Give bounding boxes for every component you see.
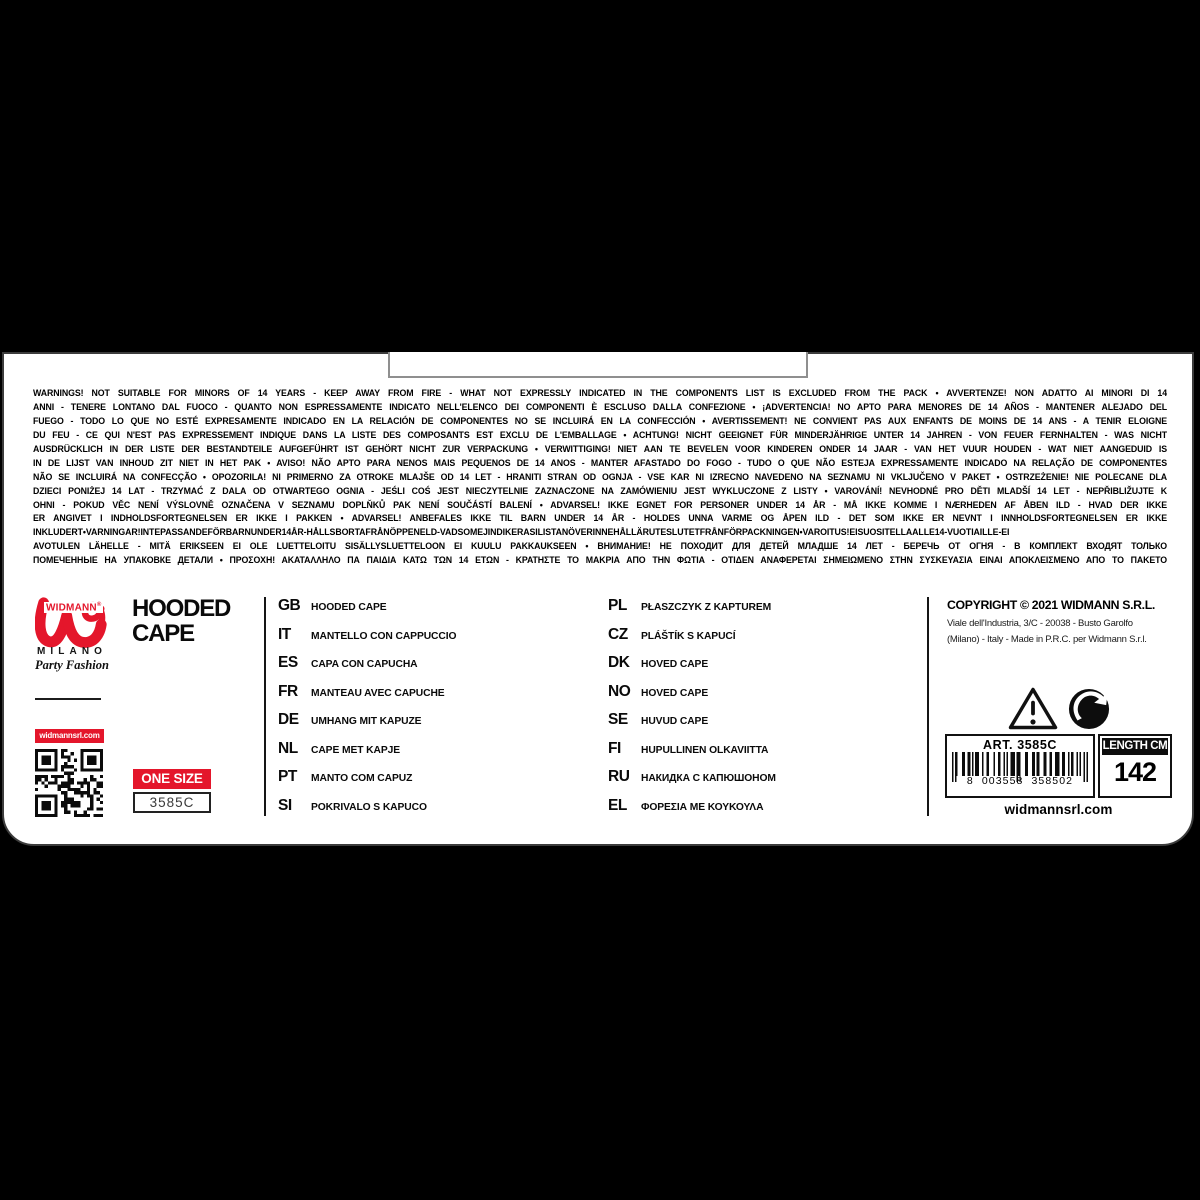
- language-label: ΦΟΡΕΣΙΑ ΜΕ ΚΟΥΚΟΥΛΑ: [641, 801, 764, 813]
- language-label: CAPE MET KAPJE: [311, 744, 400, 756]
- language-list-right: [608, 597, 918, 814]
- language-row: [608, 711, 918, 729]
- language-code: SI: [278, 796, 292, 814]
- language-code: IT: [278, 625, 291, 643]
- language-label: HUPULLINEN OLKAVIITTA: [641, 744, 769, 756]
- widmann-wordmark: [44, 602, 103, 613]
- language-label: MANTO COM CAPUZ: [311, 773, 413, 785]
- article-code-box: 3585C: [133, 792, 211, 813]
- language-row: [608, 739, 918, 757]
- language-label: MANTEAU AVEC CAPUCHE: [311, 687, 445, 699]
- warnings-line: DU FEU - CE QUI N'EST PAS EXPRESSEMENT INDIQUE DANS LA LISTE DES COMPOSANTS EST EXCLU DE L'EMBALLAGE • ACHTUNG! NICHT GEEIGNET FÜR MINDERJÄHRIGE UNTER 14 JAHREN - VON FEUER FERNHALTEN - WAS NICHT: [33, 429, 1167, 440]
- length-box: [1098, 734, 1172, 798]
- language-label: HUVUD CAPE: [641, 716, 709, 728]
- language-code: GB: [278, 597, 301, 614]
- column-divider-left: [264, 597, 266, 816]
- warnings-line: DZIECI PONIŻEJ 14 LAT - TRZYMAĆ Z DALA OD OTWARTEGO OGNIA - JEŚLI COŚ JEST NIECZYTELNIE ZAZNACZONE NA ZAMÓWIENIU JEST WYKLUCZONE Z LISTY • VAROVÁNÍ! NEVHODNÉ PRO DĚTI MLADŠÍ 14 LET - NEPŘIBLIŽUJTE K: [33, 485, 1167, 496]
- registered-trademark: ®: [96, 602, 102, 608]
- language-label: MANTELLO CON CAPPUCCIO: [311, 630, 457, 642]
- column-divider-right: [927, 597, 929, 816]
- one-size-badge: ONE SIZE: [133, 769, 211, 789]
- language-label: PLÁŠTÍK S KAPUCÍ: [641, 630, 736, 642]
- language-row: [608, 768, 918, 786]
- language-label: HOVED CAPE: [641, 687, 709, 699]
- language-list-left: [278, 597, 598, 814]
- language-row: [278, 654, 598, 672]
- length-header: LENGTH CM: [1102, 738, 1168, 755]
- language-code: NO: [608, 682, 631, 700]
- green-dot-recycling-icon: [1068, 688, 1110, 730]
- language-label: POKRIVALO S KAPUCO: [311, 801, 427, 813]
- warnings-block: [33, 387, 1167, 568]
- language-row: [278, 711, 598, 729]
- address-line-2: (Milano) - Italy - Made in P.R.C. per Widmann S.r.l.: [947, 633, 1147, 645]
- warnings-line: ПОМЕЧЕННЫЕ НА УПАКОВКЕ ДЕТАЛИ • ΠΡΟΣΟΧΗ! ΑΚΑΤΑΛΛΗΛΟ ΠΑ ΠΑΙΔΙΑ ΚΑΤΩ ΤΩΝ 14 ΕΤΩΝ - ΚΡΑΤΗΣΤΕ ΤΟ ΜΑΚΡΙΑ ΑΠΟ ΤΗΝ ΦΩΤΙΑ - ΟΤΙΔΕΝ ΑΝΑΦΕΡΕΤΑΙ ΣΗΜΕΙΩΜΕΝΟ ΣΤΗΝ ΣΥΣΚΕΥΑΣΙΑ ΕΙΝΑΙ ΑΠΟΚΛΕΙΣΜΕΝΟ ΑΠΟ ΤΟ ΠΑΚΕΤΟ: [33, 555, 1167, 566]
- brand-name: WIDMANN: [46, 602, 97, 614]
- language-row: [278, 739, 598, 757]
- brand-divider-line: [35, 698, 101, 700]
- warnings-line: ANNI - TENERE LONTANO DAL FUOCO - QUANTO NON ESPRESSAMENTE INDICATO NELL'ELENCO DEI COMPONENTI È ESCLUSO DALLA CONFEZIONE • ¡ADVERTENCIA! NO APTO PARA MENORES DE 14 AÑOS - MANTENER ALEJADO DEL: [33, 401, 1167, 412]
- language-code: FR: [278, 682, 298, 700]
- compliance-symbols: [1007, 686, 1110, 731]
- warnings-line: AVOTULEN LÄHELLE - MITÄ ERIKSEEN EI OLE LUETTELOITU SISÄLLYSLUETTELOON EI KUULU PAKKAUKSEEN • ВНИМАНИЕ! НЕ ПОХОДИТ ДЛЯ ДЕТЕЙ МЛАДШЕ 14 ЛЕТ - БЕРЕЧЬ ОТ ОГНЯ - В КОМПЛЕКТ ВХОДЯТ ТОЛЬКО: [33, 541, 1167, 552]
- warnings-line: ER ANGIVET I INDHOLDSFORTEGNELSEN ER IKKE I PAKKEN • ADVARSEL! ANBEFALES IKKE TIL BARN UNDER 14 ÅR - HOLDES UNNA VARME OG ÅPEN ILD - DET SOM IKKE ER NEVNT I INNHOLDSFORTEGNELSEN ER IKKE: [33, 513, 1167, 524]
- manufacturer-address: [947, 616, 1175, 647]
- warnings-line: OHNI - POKUD VĚC NENÍ VÝSLOVNĚ OZNAČENA V SEZNAMU DOPLŇKŮ PAK NENÍ SOUČÁSTÍ BALENÍ • ADVARSEL! IKKE EGNET FOR PERSONER UNDER 14 ÅR - MÅ IKKE KOMME I NÆRHEDEN AF ÅBEN ILD - HVAD DER IKKE: [33, 499, 1167, 510]
- language-label: CAPA CON CAPUCHA: [311, 659, 418, 671]
- language-label: HOODED CAPE: [311, 602, 387, 613]
- barcode-digits: 8 003558 358502: [966, 775, 1074, 787]
- product-title: [132, 596, 230, 646]
- language-row: [278, 597, 598, 614]
- language-row: [608, 654, 918, 672]
- warnings-line: AUSDRÜCKLICH IN DER LISTE DER BESTANDTEILE AUFGEFÜHRT IST GEHÖRT NICHT ZUR VERPACKUNG • VERWITTIGING! NIET AAN TE BEVELEN VOOR KINDEREN ONDER 14 JAAR - VAN HET VUUR HOUDEN - WAT NIET AANGEDUID IS: [33, 443, 1167, 454]
- language-row: [278, 625, 598, 643]
- language-row: [608, 682, 918, 700]
- language-code: NL: [278, 739, 298, 757]
- warnings-line: IN DE LIJST VAN INHOUD ZIT NIET IN HET PAK • AVISO! NÃO APTO PARA NENOS MAIS PEQUENOS DE 14 ANOS - MANTER AFASTADO DO FOGO - TUDO O QUE NÃO ESTEJA EXPRESSAMENTE INDICADO NA RELAÇÃO DE COMPONENTES: [33, 457, 1167, 468]
- language-code: SE: [608, 711, 628, 729]
- address-line-1: Viale dell'Industria, 3/C - 20038 - Busto Garolfo: [947, 618, 1133, 629]
- language-code: EL: [608, 796, 627, 814]
- language-code: FI: [608, 739, 621, 757]
- warnings-line: NÃO SE INCLUIRÁ NA CONFECÇÃO • OPOZORILA! NI PRIMERNO ZA OTROKE MLAJŠE OD 14 LET - HRANITI STRAN OD OGNJA - VSE KAR NI IZRECNO NAVEDENO NA SEZNAMU NI VKLJUČENO V PAKET • OSTRZEŻENIE! NIE POLECANE DLA: [33, 471, 1167, 482]
- copyright-text: COPYRIGHT © 2021 WIDMANN S.R.L.: [947, 598, 1155, 612]
- language-row: [608, 796, 918, 814]
- hang-tab-window: [388, 352, 808, 378]
- language-code: DK: [608, 654, 630, 672]
- language-row: [608, 625, 918, 643]
- barcode-box: [945, 734, 1095, 798]
- language-code: DE: [278, 711, 299, 729]
- website-url: widmannsrl.com: [1004, 802, 1113, 817]
- warnings-line: FUEGO - TODO LO QUE NO ESTÉ EXPRESAMENTE INDICADO EN LA RELACIÓN DE COMPONENTES NO SE INCLUIRÁ EN LA CONFECCIÓN • AVERTISSEMENT! NE CONVIENT PAS AUX ENFANTS DE MOINS DE 14 ANS - A TENIR ELOIGNE: [33, 415, 1167, 426]
- language-code: RU: [608, 768, 630, 786]
- milano-text: MILANO: [37, 646, 108, 657]
- language-code: CZ: [608, 625, 628, 643]
- language-label: PŁASZCZYK Z KAPTUREM: [641, 602, 772, 613]
- language-row: [278, 796, 598, 814]
- qr-code: [35, 749, 103, 817]
- language-row: [278, 768, 598, 786]
- language-code: PL: [608, 597, 627, 614]
- widmann-logo: [35, 597, 109, 673]
- language-code: ES: [278, 654, 298, 672]
- length-value: 142: [1113, 757, 1157, 787]
- language-label: UMHANG MIT KAPUZE: [311, 716, 422, 728]
- website-badge: widmannsrl.com: [35, 729, 104, 743]
- product-title-line1: HOODED: [132, 595, 231, 622]
- party-fashion-tagline: Party Fashion: [35, 658, 109, 672]
- label-card: [2, 352, 1194, 846]
- language-row: [278, 682, 598, 700]
- warnings-line: WARNINGS! NOT SUITABLE FOR MINORS OF 14 YEARS - KEEP AWAY FROM FIRE - WHAT NOT EXPRESSLY INDICATED IN THE COMPONENTS LIST IS EXCLUDED FROM THE PACK • AVVERTENZE! NON ADATTO AI MINORI DI 14: [33, 388, 1167, 398]
- product-title-line2: CAPE: [132, 620, 194, 647]
- warnings-line: INKLUDERT•VARNINGAR!INTEPASSANDEFÖRBARNUNDER14ÅR-HÅLLSBORTAFRÅNÖPPENELD-VADSOMEJINDIKERASILISTANÖVERINNEHÅLLÄRUTESLUTETFRÅNFÖRPACKNINGEN•VAROITUS!EISUOSITELLAALLE14-VUOTIAILLE-EI: [33, 527, 1010, 538]
- art-number-label: ART. 3585C: [982, 738, 1058, 752]
- language-label: HOVED CAPE: [641, 659, 709, 671]
- language-code: PT: [278, 768, 297, 786]
- language-label: НАКИДКА С КАПЮШОНОМ: [641, 773, 776, 785]
- warning-triangle-icon: [1007, 686, 1059, 731]
- language-row: [608, 597, 918, 614]
